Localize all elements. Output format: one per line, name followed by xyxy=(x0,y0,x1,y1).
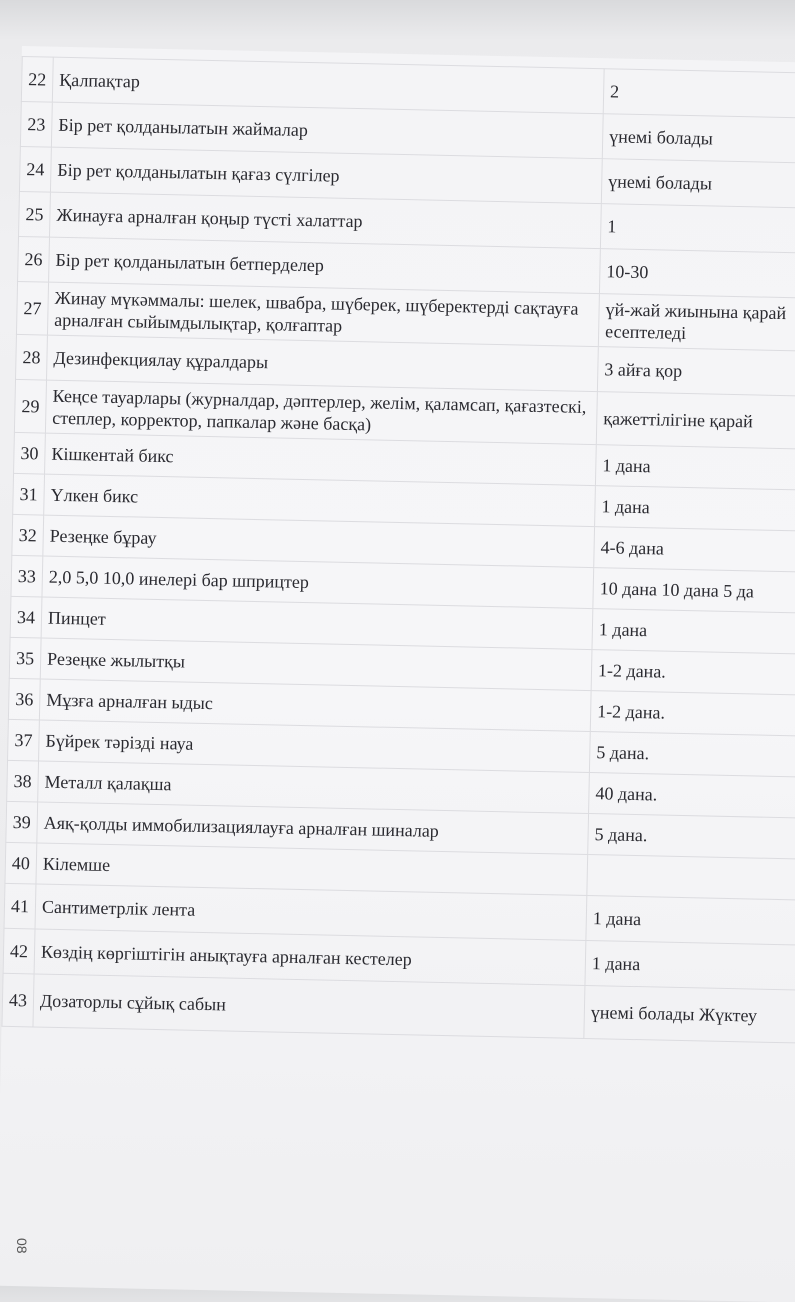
item-name: Көздің көргіштігін анықтауға арналған кестелер xyxy=(34,929,586,986)
item-quantity: үй-жай жиынына қарай есептеледі xyxy=(598,294,795,351)
item-name: Дезинфекциялау құралдары xyxy=(47,335,599,392)
row-number: 41 xyxy=(4,883,36,929)
item-quantity: үнемі болады xyxy=(602,114,795,163)
item-name: Кішкентай бикс xyxy=(45,433,597,486)
row-number: 22 xyxy=(21,57,53,103)
item-quantity: 10-30 xyxy=(599,249,795,298)
item-quantity: 5 дана. xyxy=(588,814,795,859)
item-name: Дозаторлы сұйық сабын xyxy=(33,974,585,1039)
item-quantity xyxy=(587,855,795,900)
item-name: Резеңке жылытқы xyxy=(40,638,592,691)
item-name: Кілемше xyxy=(36,843,588,896)
item-name: Үлкен бикс xyxy=(44,474,596,527)
item-name: Металл қалақша xyxy=(38,761,590,814)
item-name: Аяқ-қолды иммобилизациялауға арналған шиналар xyxy=(37,802,589,855)
row-number: 27 xyxy=(16,281,48,335)
row-number: 28 xyxy=(16,334,48,380)
row-number: 43 xyxy=(2,973,34,1027)
item-name: 2,0 5,0 10,0 инелері бар шприцтер xyxy=(42,556,594,609)
item-quantity: 1 дана xyxy=(595,486,795,531)
item-name: Жинауға арналған қоңыр түсті халаттар xyxy=(50,192,602,249)
item-name: Бір рет қолданылатын жаймалар xyxy=(51,102,603,159)
row-number: 26 xyxy=(18,236,50,282)
row-number: 24 xyxy=(19,146,51,192)
item-name: Бір рет қолданылатын бетперделер xyxy=(49,237,601,294)
item-name: Пинцет xyxy=(41,597,593,650)
row-number: 42 xyxy=(3,928,35,974)
row-number: 29 xyxy=(14,379,46,433)
item-name: Қалпақтар xyxy=(52,57,604,114)
row-number: 32 xyxy=(12,514,44,556)
row-number: 36 xyxy=(8,678,40,720)
item-quantity: 1 дана xyxy=(585,941,795,990)
item-quantity: қажеттілігіне қарай xyxy=(596,392,795,449)
row-number: 39 xyxy=(6,801,38,843)
item-quantity: 1-2 дана. xyxy=(590,691,795,736)
item-quantity: 1 дана xyxy=(586,896,795,945)
item-quantity: 1-2 дана. xyxy=(591,650,795,695)
row-number: 30 xyxy=(14,432,46,474)
row-number: 25 xyxy=(19,191,51,237)
item-quantity: 1 дана xyxy=(595,445,795,490)
item-quantity: 10 дана 10 дана 5 да xyxy=(593,568,795,613)
item-name: Жинау мүкәммалы: шелек, швабра, шүберек, шүберектерді сақтауға арналған сыйымдылықтар, қолғаптар xyxy=(47,282,599,347)
row-number: 35 xyxy=(9,637,41,679)
row-number: 40 xyxy=(5,842,37,884)
item-quantity: 2 xyxy=(603,69,795,118)
edge-stamp: 08 xyxy=(14,1238,30,1254)
item-quantity: 3 айға қор xyxy=(597,347,795,396)
item-name: Сантиметрлік лента xyxy=(35,884,587,941)
item-quantity: 4-6 дана xyxy=(594,527,795,572)
row-number: 34 xyxy=(10,596,42,638)
item-quantity: 5 дана. xyxy=(589,732,795,777)
item-quantity: 40 дана. xyxy=(589,773,795,818)
item-name: Бүйрек тәрізді науа xyxy=(39,720,591,773)
row-number: 33 xyxy=(11,555,43,597)
item-name: Кеңсе тауарлары (журналдар, дәптерлер, желім, қаламсап, қағазтескі, степлер, корректор, папкалар және басқа) xyxy=(45,380,597,445)
supplies-table xyxy=(1,56,795,1043)
row-number: 37 xyxy=(8,719,40,761)
item-quantity: үнемі болады xyxy=(601,159,795,208)
row-number: 31 xyxy=(13,473,45,515)
document-page xyxy=(0,46,795,1302)
item-name: Бір рет қолданылатын қағаз сүлгілер xyxy=(50,147,602,204)
item-quantity: 1 дана xyxy=(592,609,795,654)
item-quantity: 1 xyxy=(600,204,795,253)
item-name: Резеңке бұрау xyxy=(43,515,595,568)
item-name: Мұзға арналған ыдыс xyxy=(39,679,591,732)
item-quantity: үнемі болады Жүктеу xyxy=(584,985,795,1042)
row-number: 23 xyxy=(20,101,52,147)
row-number: 38 xyxy=(7,760,39,802)
